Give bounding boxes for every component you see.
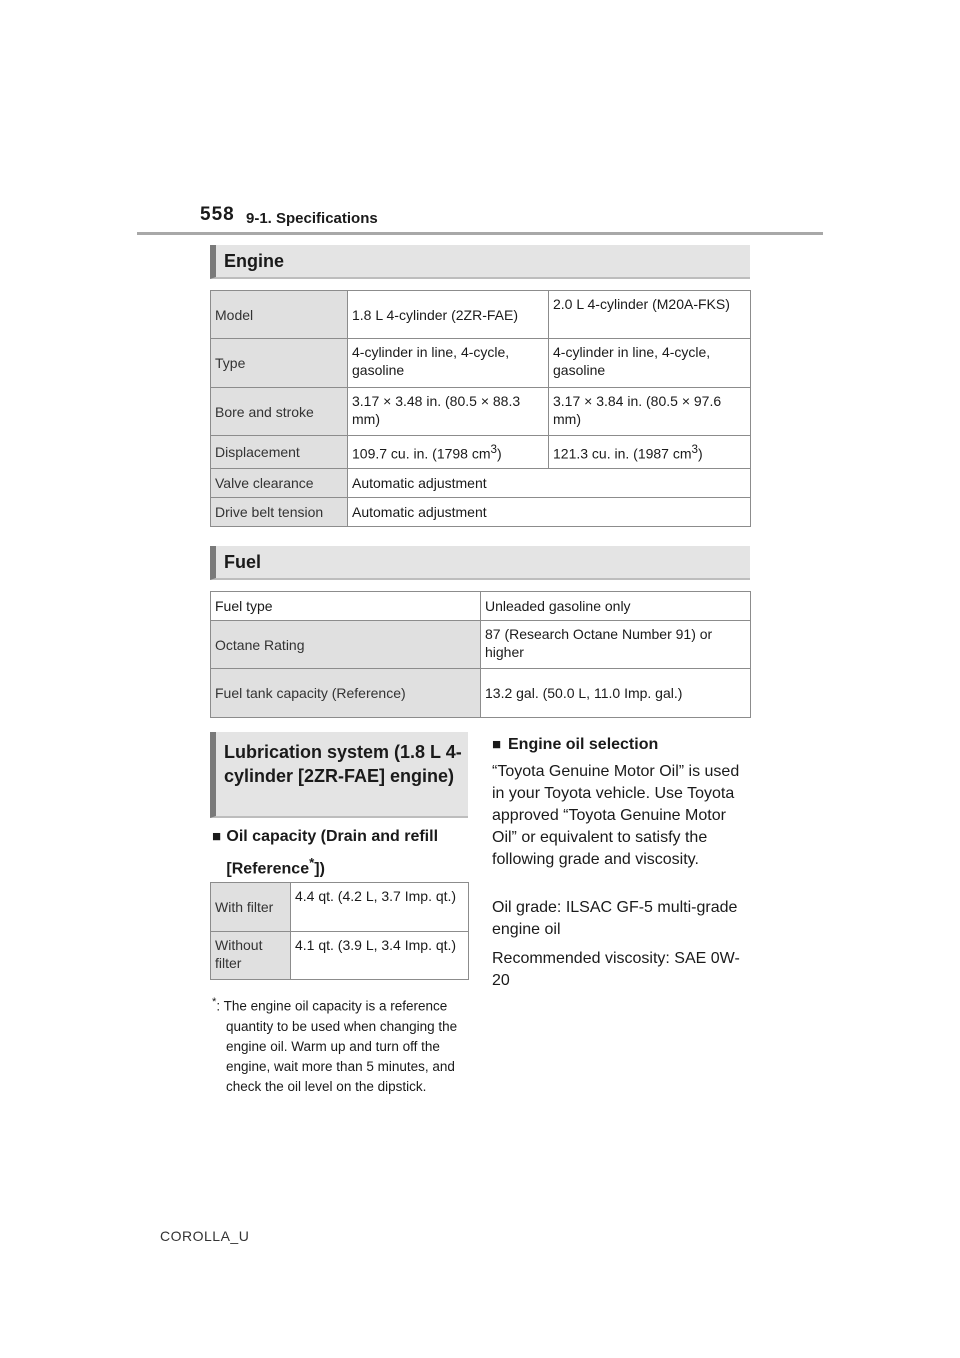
oil-capacity-heading-end: ]) <box>314 860 325 878</box>
table-row <box>211 932 469 980</box>
cell-text-end: ) <box>497 445 502 462</box>
table-row <box>211 388 751 436</box>
oil-capacity-heading-text: Oil capacity (Drain and refill [Reference <box>226 828 439 878</box>
superscript: 3 <box>490 443 498 457</box>
row-label: Type <box>211 339 348 388</box>
oil-capacity-heading <box>212 824 470 882</box>
cell-text: 109.7 cu. in. (1798 cm <box>352 445 491 462</box>
cell-text-end: ) <box>698 445 703 462</box>
cell-value: 3.17 × 3.48 in. (80.5 × 88.3 mm) <box>348 388 549 436</box>
cell-value: 13.2 gal. (50.0 L, 11.0 Imp. gal.) <box>481 669 751 718</box>
row-label: Without filter <box>211 932 291 980</box>
footnote <box>212 992 482 1097</box>
oil-capacity-table <box>210 882 469 980</box>
fuel-heading <box>210 546 750 580</box>
footnote-marker: * <box>309 855 315 870</box>
engine-heading-text: Engine <box>224 250 285 271</box>
cell-value: Automatic adjustment <box>348 498 751 527</box>
table-row <box>211 436 751 469</box>
oil-selection-heading <box>492 732 752 758</box>
engine-table <box>210 290 751 527</box>
fuel-table <box>210 591 751 718</box>
cell-value: 4-cylinder in line, 4-cycle, gasoline <box>549 339 751 388</box>
row-label: Octane Rating <box>211 621 481 669</box>
cell-value: 4.4 qt. (4.2 L, 3.7 Imp. qt.) <box>291 883 469 932</box>
engine-heading <box>210 245 750 279</box>
cell-value: 2.0 L 4-cylinder (M20A-FKS) <box>549 291 751 339</box>
oil-selection-paragraph: “Toyota Genuine Motor Oil” is used in your Toyota vehicle. Use Toyota approved “Toyota Genuine Motor Oil” or equivalent to satisfy the following grade and viscosity. <box>492 763 740 868</box>
lubrication-heading <box>210 732 468 818</box>
table-row <box>211 621 751 669</box>
cell-value: 87 (Research Octane Number 91) or higher <box>481 621 751 669</box>
cell-value: Automatic adjustment <box>348 469 751 498</box>
superscript: 3 <box>691 443 699 457</box>
table-row <box>211 592 751 621</box>
table-row <box>211 883 469 932</box>
cell-value <box>348 436 549 469</box>
row-label: Displacement <box>211 436 348 469</box>
header-rule <box>137 232 823 235</box>
cell-value: 1.8 L 4-cylinder (2ZR-FAE) <box>348 291 549 339</box>
oil-selection-heading-text: Engine oil selection <box>508 736 659 753</box>
footer-model-code: COROLLA_U <box>160 1228 250 1244</box>
bullet-icon: ■ <box>492 736 502 753</box>
cell-value: 3.17 × 3.84 in. (80.5 × 97.6 mm) <box>549 388 751 436</box>
cell-text: 121.3 cu. in. (1987 cm <box>553 445 692 462</box>
row-label: Model <box>211 291 348 339</box>
footnote-marker: * <box>212 996 217 1008</box>
lubrication-heading-text: Lubrication system (1.8 L 4-cylinder [2ZR-FAE] engine) <box>224 742 462 786</box>
cell-value: 4.1 qt. (3.9 L, 3.4 Imp. qt.) <box>291 932 469 980</box>
table-row <box>211 291 751 339</box>
row-label: Valve clearance <box>211 469 348 498</box>
table-row <box>211 498 751 527</box>
section-title: 9-1. Specifications <box>246 210 378 227</box>
row-label: Fuel type <box>211 592 481 621</box>
page-number: 558 <box>200 204 235 225</box>
table-row <box>211 339 751 388</box>
fuel-heading-text: Fuel <box>224 551 262 572</box>
row-label: With filter <box>211 883 291 932</box>
row-label: Bore and stroke <box>211 388 348 436</box>
viscosity-text: Recommended viscosity: SAE 0W-20 <box>492 950 740 989</box>
table-row <box>211 469 751 498</box>
oil-grade-text: Oil grade: ILSAC GF-5 multi-grade engine oil <box>492 899 738 938</box>
cell-value: 4-cylinder in line, 4-cycle, gasoline <box>348 339 549 388</box>
row-label: Drive belt tension <box>211 498 348 527</box>
cell-value: Unleaded gasoline only <box>481 592 751 621</box>
cell-value <box>549 436 751 469</box>
row-label: Fuel tank capacity (Reference) <box>211 669 481 718</box>
table-row <box>211 669 751 718</box>
bullet-icon: ■ <box>212 828 222 845</box>
footnote-text: : The engine oil capacity is a reference quantity to be used when changing the engine oil. Warm up and turn off the engine, wait more than 5 minutes, and check the oil level on the dipstick. <box>216 998 458 1094</box>
